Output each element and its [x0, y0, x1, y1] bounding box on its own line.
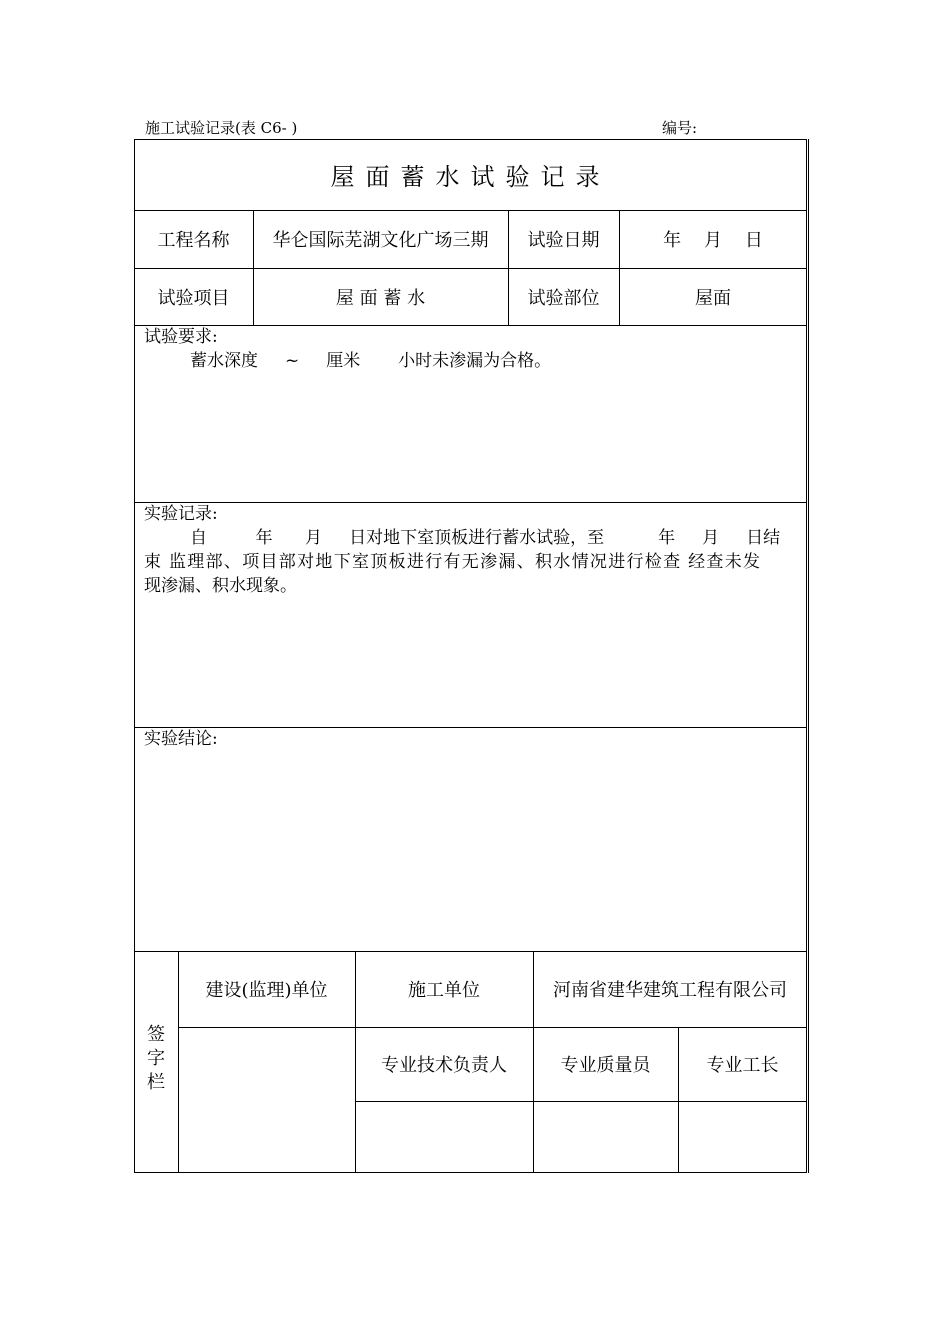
tech-lead-label: 专业技术负责人 — [381, 1055, 507, 1076]
test-location-value: 屋面 — [695, 287, 731, 309]
supervisor-signature-box — [178, 1027, 355, 1172]
quality-inspector-signature-box — [533, 1101, 678, 1172]
test-item-label: 试验项目 — [157, 287, 230, 309]
foreman-signature-box — [678, 1101, 807, 1172]
record-text-line-2: 束 监理部、项目部对地下室顶板进行有无渗漏、积水情况进行检查 经查未发 — [144, 552, 762, 572]
test-item-value: 屋 面 蓄 水 — [335, 287, 426, 309]
requirements-label: 试验要求: — [144, 327, 218, 347]
record-label: 实验记录: — [144, 504, 218, 524]
foreman-label: 专业工长 — [706, 1055, 779, 1076]
record-number-label: 编号: — [662, 119, 698, 137]
record-text-line-1: 自 年 月 日对地下室顶板进行蓄水试验，至 年 月 日结 — [190, 528, 781, 548]
supervisor-unit-label: 建设(监理)单位 — [205, 980, 328, 1001]
company-name: 河南省建华建筑工程有限公司 — [553, 980, 787, 1001]
test-date-label: 试验日期 — [527, 230, 600, 251]
test-location-label: 试验部位 — [527, 287, 600, 309]
signature-section-char: 栏 — [147, 1072, 165, 1093]
page-title: 屋面蓄水试验记录 — [330, 163, 611, 191]
tech-lead-signature-box — [355, 1101, 533, 1172]
quality-inspector-label: 专业质量员 — [560, 1055, 651, 1076]
signature-section-char: 签 — [147, 1024, 165, 1045]
project-name-value: 华仑国际芜湖文化广场三期 — [272, 230, 489, 251]
record-text-line-3: 现渗漏、积水现象。 — [144, 576, 297, 596]
signature-section-char: 字 — [147, 1048, 165, 1069]
form-code-label: 施工试验记录(表 C6- ) — [145, 119, 298, 137]
conclusion-label: 实验结论: — [144, 729, 218, 749]
requirements-text: 蓄水深度 ~ 厘米 小时未渗漏为合格。 — [190, 351, 552, 371]
signature-section-label — [145, 1023, 167, 1095]
project-name-label: 工程名称 — [157, 230, 230, 251]
test-date-value: 年 月 日 — [663, 230, 763, 251]
construction-unit-label: 施工单位 — [408, 980, 480, 1001]
